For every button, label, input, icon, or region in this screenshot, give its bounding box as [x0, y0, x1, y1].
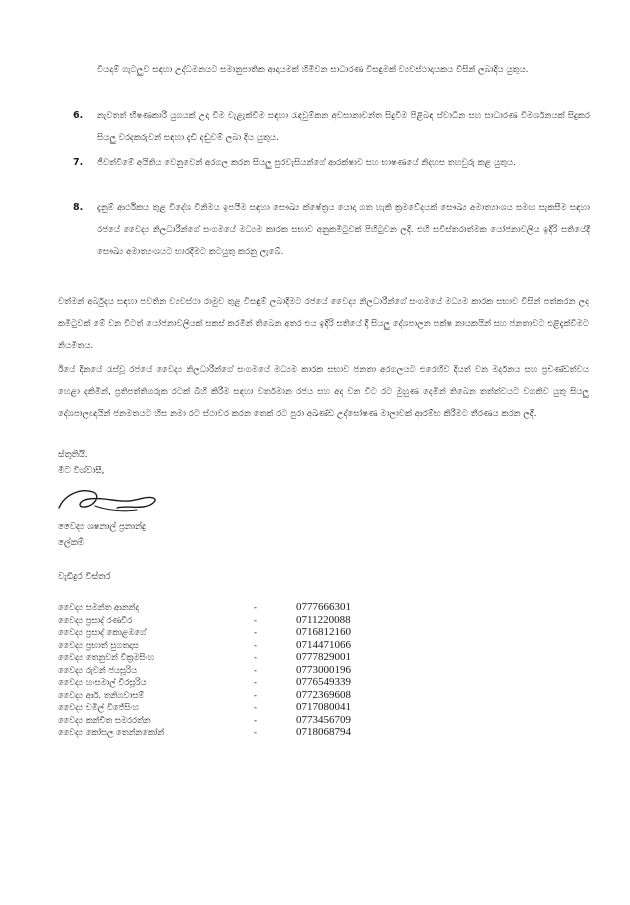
separator: -	[254, 677, 258, 688]
paragraph-decision: ඊයේ දිනයේ රැස්වූ රජයේ වෛද්‍ය නිලධාරීන්ගේ සංගමයේ මධ්‍යම කාරක සභාව ජනතා අරගලයට එරෙහිව දියත් වන මර්දනය සහ ප්‍රචණ්ඩත්වය හෙළා දකිමින්, ප්‍රතිපත්තිගරුක රටක් බිහි කිරීම සඳහා වර්තමාන රජය සහ අද වන විට රට මුහුණ දෙමින් තිබෙන තත්ත්වයට වගකිව යුතු සියලු දේශපාලඥයින් ජනමතයට හිස නමා රට ස්ථාවර කරන තෙක් රට පුරා අඛණ්ඩ උද්ඝෝෂණ මාලාවක් ආරම්භ කිරීමට තීරණය කරන ලදී.	[58, 365, 589, 419]
list-item	[58, 664, 578, 677]
intro-continuation: වියදම් ගැටලුව සඳහා උද්ධමනයට සමානුපාතික ආදායමක් හිමිවන සාධාරණ විසඳුමක් ව්‍යවස්ථාදායකය විසින් ලබාදිය යුතුය.	[97, 65, 529, 75]
contact-phone: 0716812160	[296, 626, 351, 639]
paragraph-proposal: වත්මන් අර්බුදය සඳහා පවතින ව්‍යවස්ථා රාමුව තුළ විසඳුම් ලබාදීමට රජයේ වෛද්‍ය නිලධාරීන්ගේ සංගමයේ මධ්‍යම කාරක සභාව විසින් පත්කරන ලද කමිටුවක් මේ වන විටත් යෝජනාවලියක් සකස් කරමින් තිබෙන අතර එය ඉදිරි සතියේ දී සියලු දේශපාලන පක්ෂ නායකයින් සහ ජනතාවට එළිදැක්වීමට නියමිතය.	[58, 297, 589, 351]
contact-phone: 0711220088	[296, 613, 351, 626]
contact-phone: 0773000196	[296, 663, 351, 676]
contact-name: වෛද්‍ය ආර්. තනිගවාසම්	[58, 689, 145, 700]
signatory-title: ලේකම්	[58, 538, 85, 548]
contact-name: වෛද්‍ය කෝසල තෙන්නකෝන්	[58, 727, 165, 738]
separator: -	[254, 627, 258, 638]
contact-phone: 0718068794	[296, 726, 351, 739]
list-item	[58, 601, 578, 614]
contact-phone: 0776549339	[296, 676, 351, 689]
contact-name: වෛද්‍ය රුවන් ජයසූරිය	[58, 664, 138, 675]
separator: -	[254, 664, 258, 675]
signature-image	[55, 482, 165, 518]
item-text: දැනුම් ආර්ථිකය තුළ විදේශ විනිමය ඉපයීම සඳහා සෞඛ්‍ය ක්ෂේත්‍රය යොදා ගත හැකි ක්‍රමවේදයක් සෞඛ්‍ය අමාත්‍යාංශය සමඟ සැකසීම සඳහා රජයේ වෛද්‍ය නිලධාරීන්ගේ සංගමයේ මධ්‍යම කාරක සභාව අනුකමිටුවක් පිහිටුවන ලදී. එහි සවිස්තරාත්මක යෝජනාවලිය ඉදිරි සතියේදී සෞඛ්‍ය අමාත්‍යංශයට භාරදීමට කටයුතු කරනු ලැබේ.	[97, 203, 590, 257]
more-info-heading: වැඩිදුර විස්තර	[58, 572, 111, 582]
contact-name: වෛද්‍ය ප්‍රසාද් රණවීර	[58, 614, 133, 625]
list-item	[58, 614, 578, 627]
contact-phone: 0773456709	[296, 713, 351, 726]
item-number: 6.	[73, 110, 84, 121]
regards-text: මීට විශ්වාසී,	[58, 466, 105, 476]
contact-name: වෛද්‍ය සමන්ත ආනන්ද	[58, 602, 140, 612]
contact-phone: 0772369608	[296, 688, 351, 701]
contact-phone: 0717080041	[296, 701, 351, 714]
list-item	[58, 626, 578, 639]
contact-phone: 0714471066	[296, 638, 351, 651]
list-item	[58, 639, 578, 652]
list-item	[58, 714, 578, 727]
contact-list	[58, 601, 578, 739]
signatory-name: වෛද්‍ය ශෂනාල් ප්‍රනාන්දු	[58, 522, 146, 532]
separator: -	[254, 602, 258, 612]
separator: -	[254, 639, 258, 650]
contact-name: වෛද්‍ය ප්‍රසාද් කොළඹගේ	[58, 627, 147, 638]
list-item	[58, 651, 578, 664]
separator: -	[254, 614, 258, 625]
list-item	[58, 726, 578, 739]
list-item	[58, 676, 578, 689]
contact-phone: 0777666301	[296, 601, 351, 613]
item-number: 8.	[73, 202, 84, 213]
separator: -	[254, 714, 258, 725]
item-text: ජීවත්වීමේ අයිතිය වෙනුවෙන් අරගල කරන සියලු පුරවැසියන්ගේ ආරක්ෂාව සහ භාෂණයේ නිදහස තහවුරු කළ යුතුය.	[97, 158, 516, 168]
contact-name: වෛද්‍ය ප්‍රභාත් සුගතදාස	[58, 639, 139, 650]
separator: -	[254, 689, 258, 700]
item-text: නැවතත් භීෂණකාරී යුගයක් උදා වීම වැළැක්වීම සඳහා රැඳවුම්කන අවසානාවන්ත සිදුවීම පිළිබඳ ස්වාධීන සහ සාධාරණ විමර්ශනයක් සිදුකර සියලු වරදකරුවන් සඳහා දැඩි දඬුවම් ලබා දිය යුතුය.	[97, 111, 590, 143]
separator: -	[254, 652, 258, 663]
item-number: 7.	[73, 157, 84, 168]
contact-name: වෛද්‍ය කන්චිත සමරරත්න	[58, 714, 151, 725]
list-item	[58, 701, 578, 714]
contact-phone: 0777829001	[296, 651, 351, 664]
separator: -	[254, 702, 258, 713]
contact-name: වෛද්‍ය හංසමාල් වීරසූරිය	[58, 677, 147, 688]
contact-name: වෛද්‍ය චමිල් විජේසිංහ	[58, 702, 139, 713]
list-item	[58, 689, 578, 702]
separator: -	[254, 727, 258, 738]
contact-name: වෛද්‍ය තෙනුවන් වික්‍රමසිංහ	[58, 652, 155, 663]
thanks-text: ස්තුතියි.	[58, 450, 88, 460]
